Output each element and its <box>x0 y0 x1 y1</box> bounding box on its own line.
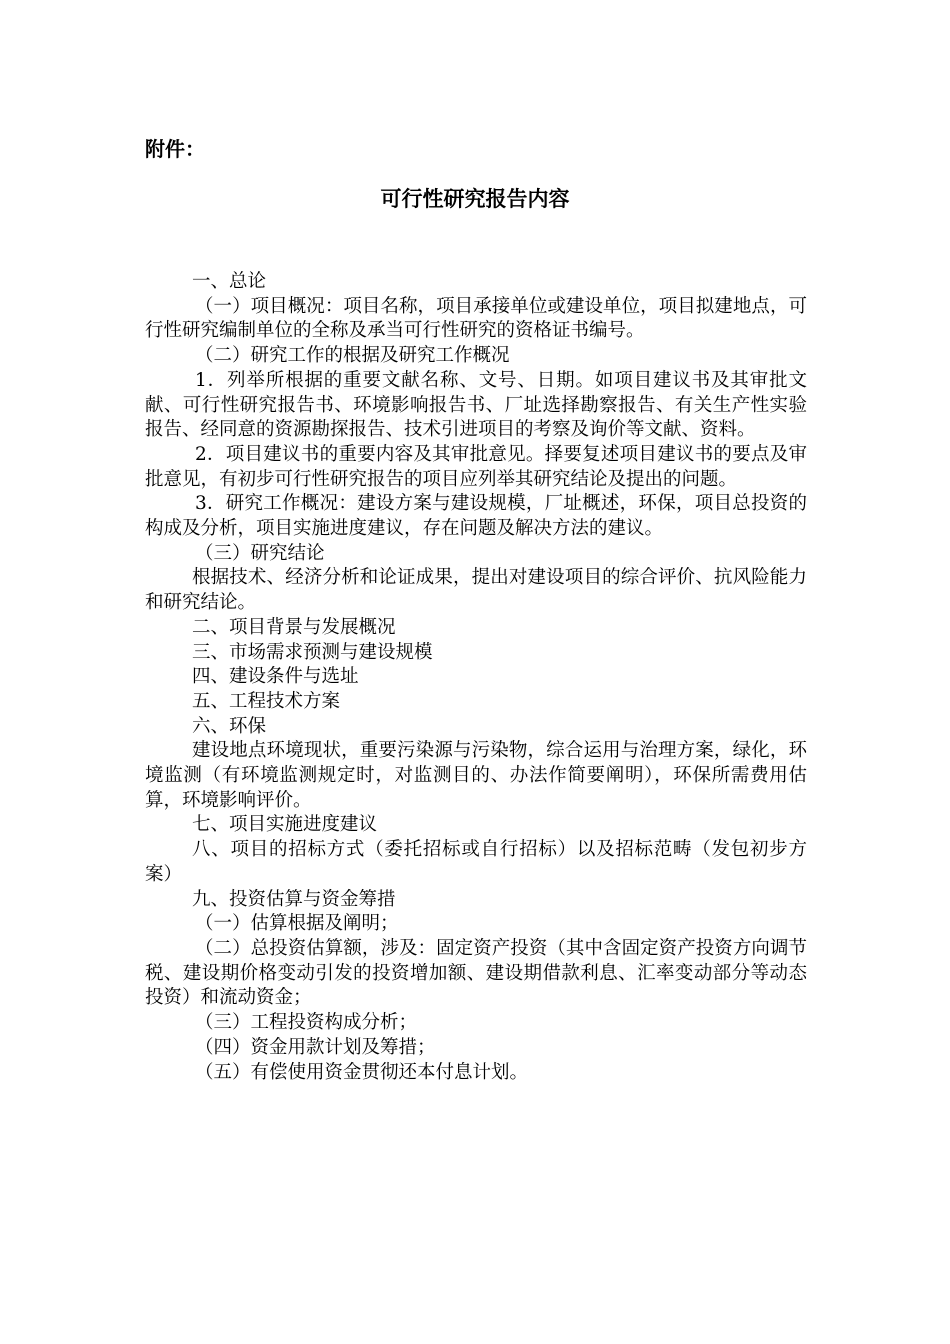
heading-environmental: 六、环保 <box>192 715 267 737</box>
heading-market-demand: 三、市场需求预测与建设规模 <box>192 641 433 663</box>
subheading-research-conclusion: （三）研究结论 <box>195 542 325 564</box>
paragraph-item-2: 2．项目建议书的重要内容及其审批意见。择要复述项目建议书的要点及审批意见，有初步可行性研究报告的项目应列举其研究结论及提出的问题。 <box>145 443 807 490</box>
paragraph-item-3: 3．研究工作概况：建设方案与建设规模，厂址概述，环保，项目总投资的构成及分析，项目实施进度建议，存在问题及解决方法的建议。 <box>145 493 807 540</box>
heading-engineering-plan: 五、工程技术方案 <box>192 690 341 712</box>
heading-schedule: 七、项目实施进度建议 <box>192 814 378 836</box>
attachment-label: 附件： <box>145 137 205 161</box>
heading-investment: 九、投资估算与资金筹措 <box>192 888 396 910</box>
heading-site-conditions: 四、建设条件与选址 <box>192 666 359 688</box>
paragraph-conclusion: 根据技术、经济分析和论证成果，提出对建设项目的综合评价、抗风险能力和研究结论。 <box>145 567 807 614</box>
paragraph-item-1: 1．列举所根据的重要文献名称、文号、日期。如项目建议书及其审批文献、可行性研究报告书、环境影响报告书、厂址选择勘察报告、有关生产性实验报告、经同意的资源勘探报告、技术引进项目的考察及询价等文献、资料。 <box>145 369 807 441</box>
paragraph-total-investment: （二）总投资估算额，涉及：固定资产投资（其中含固定资产投资方向调节税、建设期价格变动引发的投资增加额、建设期借款利息、汇率变动部分等动态投资）和流动资金； <box>145 937 807 1009</box>
paragraph-project-overview: （一）项目概况：项目名称，项目承接单位或建设单位，项目拟建地点，可行性研究编制单位的全称及承当可行性研究的资格证书编号。 <box>145 295 807 342</box>
paragraph-environmental: 建设地点环境现状，重要污染源与污染物，综合运用与治理方案，绿化，环境监测（有环境监测规定时，对监测目的、办法作简要阐明），环保所需费用估算，环境影响评价。 <box>145 740 807 811</box>
subheading-research-basis: （二）研究工作的根据及研究工作概况 <box>195 345 510 367</box>
subheading-investment-composition: （三）工程投资构成分析； <box>195 1012 418 1034</box>
heading-bidding: 八、项目的招标方式（委托招标或自行招标）以及招标范畴（发包初步方案） <box>145 839 807 885</box>
subheading-fund-plan: （四）资金用款计划及筹措； <box>195 1036 436 1058</box>
heading-background: 二、项目背景与发展概况 <box>192 616 396 638</box>
document-title: 可行性研究报告内容 <box>380 187 570 211</box>
document-body <box>145 270 807 1085</box>
heading-general: 一、总论 <box>192 271 267 292</box>
subheading-repayment-plan: （五）有偿使用资金贯彻还本付息计划。 <box>195 1061 529 1083</box>
subheading-estimate-basis: （一）估算根据及阐明； <box>195 913 399 935</box>
